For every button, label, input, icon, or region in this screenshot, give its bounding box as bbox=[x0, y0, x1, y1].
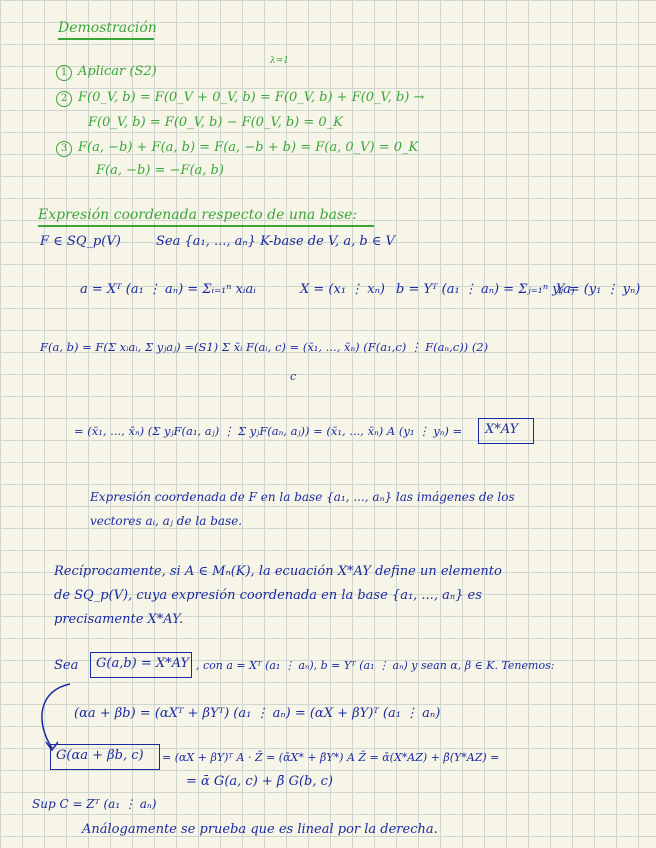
section-title: Expresión coordenada respecto de una base: bbox=[38, 207, 358, 223]
proof-line-2: (αa + βb) = (αXᵀ + βYᵀ) (a₁ ⋮ aₙ) = (αX + βY)ᵀ (a₁ ⋮ aₙ) bbox=[74, 706, 441, 721]
step-number-1: 1 bbox=[56, 65, 72, 81]
title-underline bbox=[58, 38, 154, 40]
proof-boxed-linear bbox=[50, 744, 160, 770]
f-expression: F(a, b) = F(Σ xᵢaᵢ, Σ yⱼaⱼ) =(S1) Σ x̄ᵢ F(aᵢ, c) = (x̄₁, ..., x̄ₙ) (F(a₁,c) ⋮ F(aₙ,c)) (2) bbox=[40, 340, 489, 354]
proof-line-4: = ᾱ G(a, c) + β̄ G(b, c) bbox=[186, 774, 333, 789]
reciprocal-line-3: precisamente X*AY. bbox=[54, 612, 184, 627]
proof-sea: Sea bbox=[54, 658, 79, 673]
proof-boxed-definition-text: G(a,b) = X*AY bbox=[96, 656, 190, 671]
proof-line-5: Sup C = Zᵀ (a₁ ⋮ aₙ) bbox=[32, 797, 157, 811]
note-line-2: vectores aᵢ, aⱼ de la base. bbox=[90, 514, 243, 528]
section-underline bbox=[38, 225, 374, 227]
proof-boxed-definition bbox=[90, 652, 192, 678]
definition-right: Sea {a₁, ..., aₙ} K-base de V, a, b ∈ V bbox=[156, 234, 395, 249]
a-expression: a = Xᵀ (a₁ ⋮ aₙ) = Σᵢ₌₁ⁿ xᵢaᵢ bbox=[80, 282, 256, 297]
c-label: c bbox=[290, 370, 297, 383]
note-line-1: Expresión coordenada de F en la base {a₁, ..., aₙ} las imágenes de los bbox=[90, 490, 515, 504]
property-2b: F(0_V, b) = F(0_V, b) − F(0_V, b) = 0_K bbox=[88, 115, 343, 130]
property-2-text: F(0_V, b) = F(0_V + 0_V, b) = F(0_V, b) + F(0_V, b) → bbox=[78, 90, 425, 105]
proof-boxed-linear-text: G(αa + βb, c) bbox=[56, 748, 144, 763]
reciprocal-line-2: de SQ_p(V), cuya expresión coordenada en la base {a₁, ..., aₙ} es bbox=[54, 588, 482, 603]
step-number-2: 2 bbox=[56, 91, 72, 107]
property-3b: F(a, −b) = −F(a, b) bbox=[96, 163, 224, 178]
x-vector: X = (x₁ ⋮ xₙ) bbox=[300, 282, 385, 297]
f-expression-2: = (x̄₁, ..., x̄ₙ) (Σ yⱼF(a₁, aⱼ) ⋮ Σ yⱼF(aₙ, aⱼ)) = (x̄₁, ..., x̄ₙ) A (y₁ ⋮ yₙ) = bbox=[74, 424, 463, 438]
boxed-result bbox=[478, 418, 534, 444]
property-3-text: F(a, −b) + F(a, b) = F(a, −b + b) = F(a, 0_V) = 0_K bbox=[78, 140, 419, 155]
proof-line-1-rest: , con a = Xᵀ (a₁ ⋮ aₙ), b = Yᵀ (a₁ ⋮ aₙ) y sean α, β ∈ K. Tenemos: bbox=[196, 659, 555, 672]
page-title: Demostración bbox=[58, 20, 157, 36]
y-vector: Y = (y₁ ⋮ yₙ) bbox=[556, 282, 641, 297]
boxed-result-text: X*AY bbox=[485, 422, 519, 437]
proof-line-6: Análogamente se prueba que es lineal por la derecha. bbox=[82, 822, 438, 837]
step-number-3: 3 bbox=[56, 141, 72, 157]
reciprocal-line-1: Recíprocamente, si A ∈ Mₙ(K), la ecuación X*AY define un elemento bbox=[54, 564, 502, 579]
property-1 bbox=[56, 64, 157, 81]
lambda-annotation: λ=1 bbox=[270, 56, 289, 66]
b-expression: b = Yᵀ (a₁ ⋮ aₙ) = Σⱼ₌₁ⁿ yⱼaⱼ bbox=[396, 282, 575, 297]
property-2 bbox=[56, 90, 424, 107]
property-1-text: Aplicar (S2) bbox=[78, 64, 157, 79]
proof-line-3: = (αX + βY)ᵀ A · Z̄ = (ᾱX* + β̄Y*) A Z̄ = ᾱ(X*AZ) + β̄(Y*AZ) = bbox=[162, 751, 500, 764]
definition-left: F ∈ SQ_p(V) bbox=[40, 234, 121, 249]
property-3 bbox=[56, 140, 418, 157]
